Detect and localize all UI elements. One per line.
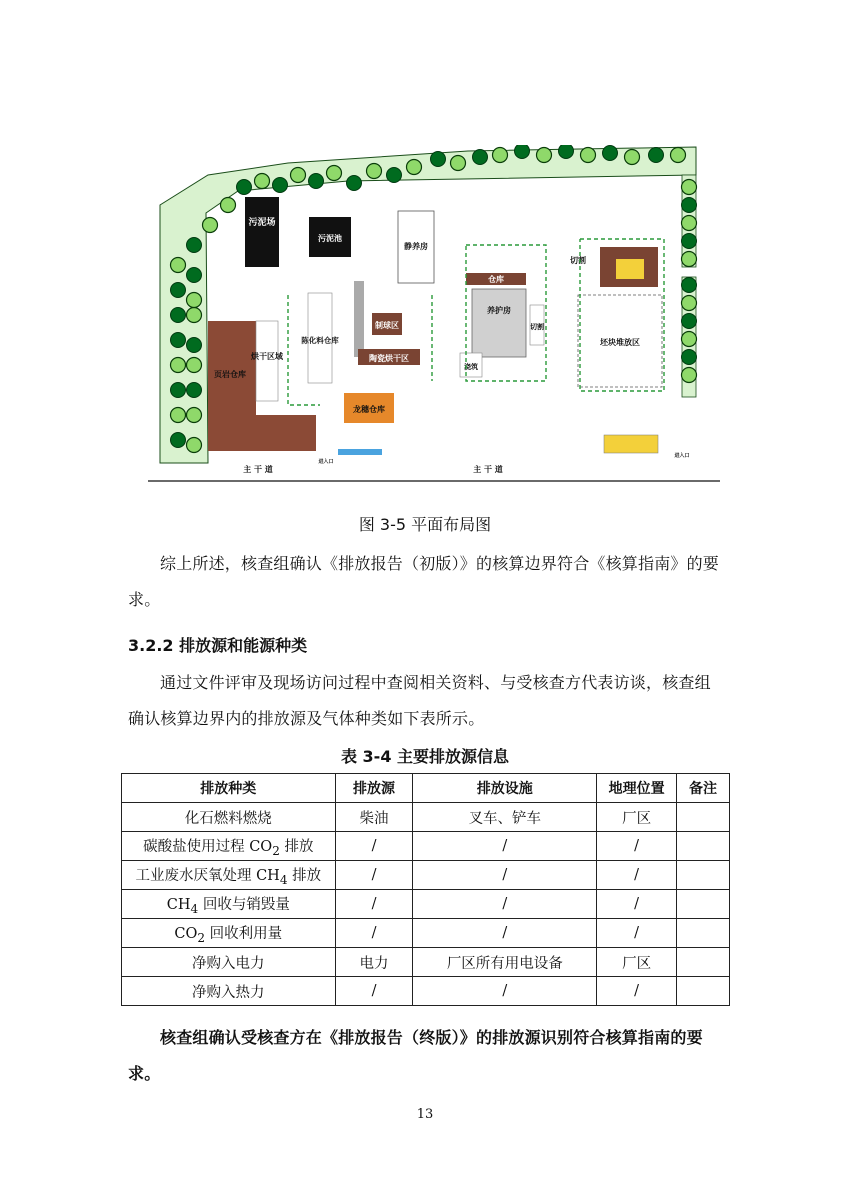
cell-location: 厂区: [597, 803, 677, 832]
type-text-suffix: 回收与销毁量: [198, 896, 290, 913]
paragraph-final-conclusion: 核查组确认受核查方在《排放报告（终版）》的排放源识别符合核算指南的要求。: [128, 1028, 703, 1083]
cell-note: [677, 832, 730, 861]
label-curing-room: 养护房: [487, 306, 511, 315]
type-text-suffix: 回收利用量: [205, 925, 283, 942]
cell-location: /: [597, 977, 677, 1006]
type-subscript: 2: [197, 930, 206, 945]
sludge-yard: [245, 197, 279, 267]
label-blank-stacking: 坯块堆放区: [600, 338, 640, 347]
emission-sources-table: [121, 773, 730, 1006]
page-number: 13: [416, 1107, 434, 1122]
table-header-row: [122, 774, 730, 803]
cell-source: 柴油: [335, 803, 413, 832]
cell-type: 净购入电力: [122, 948, 336, 977]
cell-note: [677, 890, 730, 919]
cell-type: 化石燃料燃烧: [122, 803, 336, 832]
label-sludge-pond: 污泥池: [318, 234, 342, 243]
cell-facility: /: [413, 861, 597, 890]
cell-note: [677, 861, 730, 890]
label-static-curing: 静养房: [404, 242, 428, 251]
cell-location: /: [597, 832, 677, 861]
cell-source: /: [335, 890, 413, 919]
section-heading: 3.2.2 排放源和能源种类: [128, 636, 308, 655]
label-drying-area: 烘干区域: [251, 352, 283, 361]
label-cutting-left: 切割: [530, 323, 544, 331]
cell-location: /: [597, 890, 677, 919]
cell-facility: 厂区所有用电设备: [413, 948, 597, 977]
label-ceramsite-drying: 陶瓷烘干区: [369, 354, 409, 363]
paragraph-boundary-conclusion: 综上所述，核查组确认《排放报告（初版）》的核算边界符合《核算指南》的要求。: [128, 554, 720, 609]
type-text-suffix: 排放: [279, 838, 314, 855]
cell-source: 电力: [335, 948, 413, 977]
header-facility: 排放设施: [413, 774, 597, 803]
conveyor: [354, 281, 364, 357]
type-text: 碳酸盐使用过程 CO: [143, 838, 273, 855]
table-row: [122, 803, 730, 832]
cell-location: /: [597, 861, 677, 890]
cell-type: [122, 890, 336, 919]
label-warehouse: 仓库: [488, 275, 504, 284]
cell-type: 净购入热力: [122, 977, 336, 1006]
header-location: 地理位置: [597, 774, 677, 803]
right-bottom-equipment: [604, 435, 658, 453]
cell-source: /: [335, 919, 413, 948]
curing-room: [472, 289, 526, 357]
cell-source: /: [335, 832, 413, 861]
cell-type: [122, 832, 336, 861]
cell-location: 厂区: [597, 948, 677, 977]
table-row: [122, 890, 730, 919]
label-pelletizing: 制球区: [375, 321, 399, 330]
label-shale-warehouse: 页岩仓库: [214, 370, 246, 379]
cell-facility: /: [413, 919, 597, 948]
table-row: [122, 919, 730, 948]
label-dragon-warehouse: 龙穗仓库: [353, 405, 385, 414]
cell-facility: /: [413, 832, 597, 861]
plant-layout-map: [148, 145, 720, 485]
drying-area: [256, 321, 278, 401]
label-cutting-right: 切割: [570, 256, 586, 265]
cell-source: /: [335, 861, 413, 890]
type-text: CH: [166, 896, 191, 913]
table-row: [122, 948, 730, 977]
paragraph-sources-intro: 通过文件评审及现场访问过程中查阅相关资料、与受核查方代表访谈，核查组确认核算边界内的排放源及气体种类如下表所示。: [128, 673, 711, 728]
type-subscript: 4: [279, 872, 288, 887]
cell-location: /: [597, 919, 677, 948]
table-row: [122, 832, 730, 861]
cell-facility: /: [413, 977, 597, 1006]
cell-facility: 叉车、铲车: [413, 803, 597, 832]
type-text-suffix: 排放: [287, 867, 322, 884]
table-row: [122, 977, 730, 1006]
cell-facility: /: [413, 890, 597, 919]
cell-type: [122, 919, 336, 948]
cell-type: [122, 861, 336, 890]
header-type: 排放种类: [122, 774, 336, 803]
cell-source: /: [335, 977, 413, 1006]
bottom-strip: [338, 449, 382, 455]
label-main-road-left: 主 干 道: [243, 465, 273, 474]
cell-note: [677, 948, 730, 977]
type-subscript: 4: [190, 901, 199, 916]
cell-note: [677, 919, 730, 948]
label-main-road-right: 主 干 道: [473, 465, 503, 474]
figure-caption: 图 3-5 平面布局图: [358, 515, 492, 534]
label-sludge-yard: 污泥场: [248, 218, 276, 228]
label-pouring: 浇筑: [464, 363, 478, 371]
type-subscript: 2: [272, 843, 280, 858]
type-text: 工业废水厌氧处理 CH: [135, 867, 280, 884]
type-text: CO: [174, 925, 198, 942]
cell-note: [677, 803, 730, 832]
label-entrance-right: 进入口: [674, 453, 690, 459]
label-entrance-left: 进入口: [318, 459, 334, 465]
header-source: 排放源: [335, 774, 413, 803]
label-aged-material: 陈化料仓库: [301, 336, 339, 345]
table-title: 表 3-4 主要排放源信息: [340, 747, 510, 766]
cutting-machine: [616, 259, 644, 279]
cell-note: [677, 977, 730, 1006]
table-row: [122, 861, 730, 890]
header-note: 备注: [677, 774, 730, 803]
